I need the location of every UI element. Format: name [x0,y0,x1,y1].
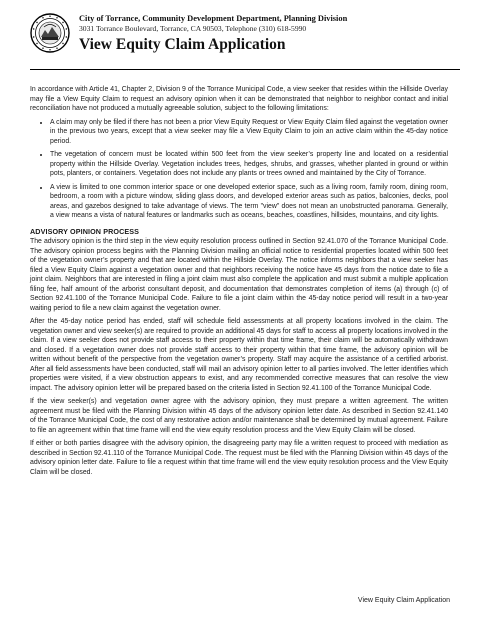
document-body [30,85,448,481]
limitations-list [30,118,448,221]
limitation-item: • A claim may only be filed if there has not been a prior View Equity Request or View Equity Claim filed against the vegetation owner in the previous two years, except that a view seeker may file a View Equity Claim to join an active claim within the 45-day notice period. [50,118,448,147]
advisory-paragraph: If the view seeker(s) and vegetation owner agree with the advisory opinion, they must prepare a written agreement. The written agreement must be filed with the Planning Division within 45 days of the advisory opinion letter date. As described in Section 92.41.140 of the Torrance Municipal Code, the cost of any restorative action and/or maintenance shall be determined by mutual agreement. Failure to file an agreement within that time frame will end the view equity resolution process and the View Equity Claim will be closed. [30,398,448,434]
letterhead-text [79,13,347,54]
section-heading: ADVISORY OPINION PROCESS [30,226,140,236]
page-title: View Equity Claim Application [79,36,286,53]
limitation-item: • A view is limited to one common interior space or one developed exterior space, such as a living room, family room, dining room, bedroom, a room with a picture window, sliding glass doors, and developed exterior areas such as patios, balconies, decks, pool areas, and gazebos designed to take advantage of views. The term "view" does not mean an unobstructed panorama. Generally, a view means a vista of natural features or landmarks such as oceans, beaches, coastlines, hillsides, mountains, and city lights. [50,183,448,221]
department-name: City of Torrance, Community Development Department, Planning Division [79,14,348,23]
header-divider [30,69,460,70]
intro-paragraph: In accordance with Article 41, Chapter 2, Division 9 of the Torrance Municipal Code, a view seeker that resides within the Hillside Overlay may file a View Equity Claim to request an advisory opinion when it can be demonstrated that neighbor to neighbor contact and initial reconciliation have not produced a mutually agreeable solution, subject to the following limitations: [30,86,448,112]
letterhead [30,13,460,75]
limitation-item: • The vegetation of concern must be located within 500 feet from the view seeker’s property line and located on a residential property within the Hillside Overlay. Vegetation includes trees, hedges, shrubs, and grasses, whether planted in ground or within pots, planters, or containers. Vegetation does not include any plants or trees owned and maintained by the City of Torrance. [50,150,448,179]
city-seal-icon [30,13,70,53]
advisory-paragraph: If either or both parties disagree with the advisory opinion, the disagreeing party may file a written request to proceed with mediation as described in Section 92.41.110 of the Torrance Municipal Code. The request must be filed with the Planning Division within 45 days of the advisory opinion letter date. Failure to file a request within that time frame will end the view equity resolution process and the View Equity Claim will be closed. [30,440,448,476]
advisory-paragraph: After the 45-day notice period has ended, staff will schedule field assessments at all property locations involved in the claim. The vegetation owner and view seeker(s) are required to provide an additional 45 days for staff to access all property locations involved in the claim. If a view seeker does not provide staff access to their property within that time frame, their claim will be automatically withdrawn and closed. If a vegetation owner does not provide staff access to their property within that time frame, the advisory opinion will be written without benefit of the perspective from the vegetation owner’s property. Staff may acquire the assistance of a certified arborist. After all field assessments have been conducted, staff will mail an advisory opinion letter to all parties involved. The letter identifies which properties were visited, if a view obstruction appears to exist, and any recommended corrective measures that can resolve the view impact. The advisory opinion letter will be prepared based on the criteria listed in Section 92.41.100 of the Torrance Municipal Code. [30,318,448,392]
advisory-paragraph: The advisory opinion is the third step in the view equity resolution process outlined in Section 92.41.070 of the Torrance Municipal Code. The advisory opinion process begins with the Planning Division mailing an official notice to residential properties located within 500 feet of the vegetation owner’s property and that are located within the Hillside Overlay. The notice informs neighbors that a view seeker has filed a View Equity Claim against a vegetation owner and that neighbors receiving the notice have 45 days from the notice date to file a joint claim. Neighbors that are interested in filing a joint claim must also complete the application and must submit a multiple application filing fee, half amount of the arborist consultant deposit, and documentation that demonstrates completion of items (a) through (c) of Section 92.41.100 of the Torrance Municipal Code. Failure to file a joint claim within the 45-day notice period will result in a two-year waiting period to file a new claim against the vegetation owner. [30,238,448,312]
page-footer: View Equity Claim Application [357,597,450,604]
department-address: 3031 Torrance Boulevard, Torrance, CA 90503, Telephone (310) 618-5990 [79,24,307,33]
